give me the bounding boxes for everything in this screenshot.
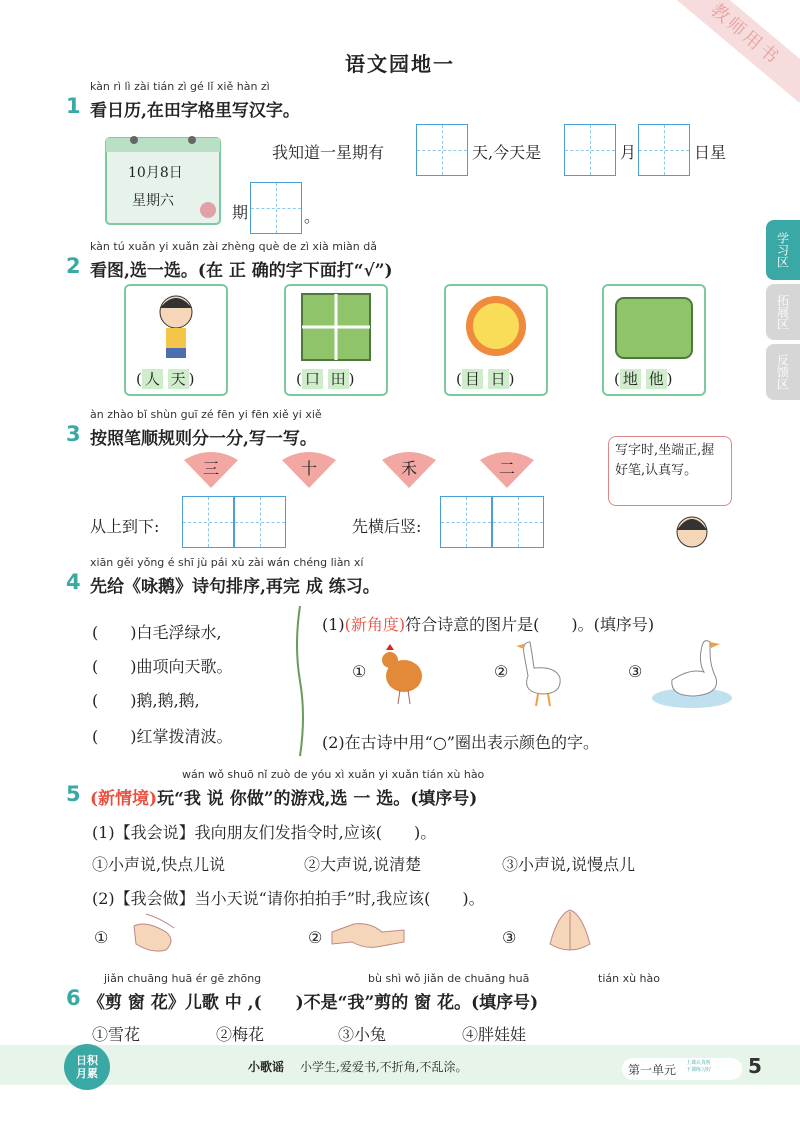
q2-options-1 (136, 368, 195, 389)
q2-options-3 (456, 368, 515, 389)
tip-bubble (608, 436, 732, 506)
q2-option-1b[interactable]: 天 (168, 369, 189, 389)
q6-number: 6 (66, 986, 81, 1010)
paren-close: ) (508, 370, 515, 388)
watermark-text: 教师用书 (706, 0, 785, 70)
tab-feedback-label: 反馈区 (775, 354, 790, 390)
q6-option-2[interactable]: ②梅花 (216, 1025, 265, 1044)
tab-extend-label: 拓展区 (775, 294, 790, 330)
q1-sentence-part3: 月 (620, 143, 637, 162)
fan-4-char: 二 (499, 459, 516, 478)
page-title: 语文园地一 (345, 52, 455, 76)
q2-text: 看图,选一选。(在 正 确的字下面打“√”) (90, 261, 393, 281)
girl-avatar (672, 510, 712, 550)
q2-pinyin: kàn tú xuǎn yi xuǎn zài zhèng què de zì xià miàn dǎ (90, 240, 377, 253)
poem-line-1[interactable]: ( )白毛浮绿水, (92, 623, 222, 642)
q1-sentence-end: 。 (304, 207, 321, 226)
new-angle-tag: (新角度) (344, 615, 406, 634)
tab-study-label: 学习区 (775, 232, 790, 268)
q4-pinyin: xiān gěi yǒng é shī jù pái xù zài wán chéng liàn xí (90, 556, 364, 569)
q2-card-field (284, 284, 388, 396)
clapping-hands-icon (126, 906, 186, 958)
q5-heading (90, 784, 477, 809)
tab-feedback[interactable] (766, 344, 800, 400)
q2-option-2b[interactable]: 田 (328, 369, 349, 389)
footer-unit-small: 上课认真听 下课练习好 (686, 1060, 712, 1073)
q2-option-4a[interactable]: 地 (620, 369, 641, 389)
q1-pinyin: kàn rì lì zài tián zì gé lǐ xiě hàn zì (90, 80, 270, 93)
footer-badge-text: 日积月累 (76, 1054, 98, 1080)
q3-grid-4[interactable] (492, 496, 544, 548)
q2-option-3b[interactable]: 日 (488, 369, 509, 389)
q4-number: 4 (66, 570, 81, 594)
tip-bubble-text: 写字时,坐端正,握好笔,认真写。 (615, 443, 715, 478)
q6-pinyin-2: bù shì wǒ jiǎn de chuāng huā (368, 972, 530, 985)
q4-part1-number: (1) (322, 615, 345, 634)
q4-mark-1[interactable]: ① (352, 662, 367, 681)
q2-number: 2 (66, 254, 81, 278)
q4-part2: (2)在古诗中用“○”圈出表示颜色的字。 (322, 733, 599, 752)
q1-number: 1 (66, 94, 81, 118)
girl-face-icon (672, 510, 712, 550)
q1-sentence-part1: 我知道一星期有 (272, 143, 385, 162)
q3-grid-1[interactable] (182, 496, 234, 548)
q4-part1 (322, 612, 654, 635)
paren-open: ( (456, 370, 462, 388)
fan-1-char: 三 (203, 459, 220, 478)
q5-img-mark-3[interactable]: ③ (502, 928, 517, 947)
q5-img-mark-1[interactable]: ① (94, 928, 109, 947)
q5-number: 5 (66, 782, 81, 806)
q3-grid-3[interactable] (440, 496, 492, 548)
q6-pinyin-1: jiǎn chuāng huā ér gē zhōng (104, 972, 262, 985)
paren-close: ) (666, 370, 673, 388)
q5-option-1[interactable]: ①小声说,快点儿说 (92, 855, 226, 874)
footer-badge (64, 1044, 110, 1090)
footer-unit: 第一单元 (628, 1063, 677, 1077)
calendar-date: 10月8日 (128, 165, 183, 181)
q4-mark-3[interactable]: ③ (628, 662, 643, 681)
q1-grid-3[interactable] (638, 124, 690, 176)
q1-sentence-part5: 期 (232, 203, 249, 222)
q1-grid-1[interactable] (416, 124, 468, 176)
fan-3-char: 禾 (401, 459, 418, 478)
q5-img-mark-2[interactable]: ② (308, 928, 323, 947)
vine-divider (292, 606, 308, 756)
paren-open: ( (136, 370, 142, 388)
calendar-weekday: 星期六 (132, 193, 174, 209)
q5-option-2[interactable]: ②大声说,说清楚 (304, 855, 422, 874)
sun-icon (446, 286, 546, 366)
calendar-image (104, 130, 222, 226)
handshake-icon (330, 910, 406, 956)
q4-part1-text: 符合诗意的图片是( )。(填序号) (405, 615, 655, 634)
q1-sentence-part4: 日星 (694, 143, 727, 162)
q5-pinyin: wán wǒ shuō nǐ zuò de yóu xì xuǎn yi xuǎn tián xù hào (182, 768, 485, 781)
q2-option-4b[interactable]: 他 (646, 369, 667, 389)
poem-line-4[interactable]: ( )红掌拨清波。 (92, 727, 233, 746)
q1-sentence-part2: 天,今天是 (472, 143, 542, 162)
vine-icon (292, 606, 308, 756)
q2-option-1a[interactable]: 人 (142, 369, 163, 389)
page-number: 5 (748, 1054, 762, 1078)
q2-options-2 (296, 368, 355, 389)
paren-close: ) (188, 370, 195, 388)
goose-standing-icon (512, 636, 572, 708)
q4-mark-2[interactable]: ② (494, 662, 509, 681)
q5-option-3[interactable]: ③小声说,说慢点儿 (502, 855, 636, 874)
clap-palms-image (540, 904, 600, 960)
q1-grid-2[interactable] (564, 124, 616, 176)
boy-icon (126, 286, 226, 366)
q6-pinyin-3: tián xù hào (598, 972, 660, 985)
handshake-image (330, 910, 406, 956)
q5-text: 玩“我 说 你做”的游戏,选 一 选。(填序号) (157, 789, 478, 809)
q2-options-4 (614, 368, 673, 389)
poem-line-2[interactable]: ( )曲项向天歌。 (92, 657, 233, 676)
q5-part1: (1)【我会说】我向朋友们发指令时,应该( )。 (92, 823, 437, 842)
q3-text: 按照笔顺规则分一分,写一写。 (90, 429, 317, 449)
q3-label-top-down: 从上到下: (90, 517, 160, 536)
q2-option-2a[interactable]: 口 (302, 369, 323, 389)
q5-part2: (2)【我会做】当小天说“请你拍拍手”时,我应该( )。 (92, 889, 485, 908)
goose-swimming-image (650, 632, 732, 712)
fan-1 (182, 450, 240, 490)
q4-text: 先给《咏鹅》诗句排序,再完 成 练习。 (90, 577, 380, 597)
fan-3 (380, 450, 438, 490)
footer-song: 小学生,爱爱书,不折角,不乱涂。 (300, 1060, 468, 1074)
goose-standing-image (512, 636, 572, 708)
fan-4 (478, 450, 536, 490)
fan-2 (280, 450, 338, 490)
paren-close: ) (348, 370, 355, 388)
q1-grid-4[interactable] (250, 182, 302, 234)
q3-number: 3 (66, 422, 81, 446)
paren-open: ( (614, 370, 620, 388)
rooster-icon (372, 640, 432, 706)
tab-extend[interactable] (766, 284, 800, 340)
paren-open: ( (296, 370, 302, 388)
tab-study[interactable] (766, 220, 800, 280)
field-icon (286, 286, 386, 366)
q2-card-ground (602, 284, 706, 396)
q3-label-horizontal-first: 先横后竖: (352, 517, 422, 536)
q6-option-3[interactable]: ③小兔 (338, 1025, 387, 1044)
q6-option-1[interactable]: ①雪花 (92, 1025, 141, 1044)
q2-option-3a[interactable]: 目 (462, 369, 483, 389)
new-situation-tag: (新情境) (90, 789, 158, 809)
footer-song-label: 小歌谣 (248, 1060, 285, 1074)
rooster-image (372, 640, 432, 706)
poem-line-3[interactable]: ( )鹅,鹅,鹅, (92, 691, 200, 710)
clap-hands-image (126, 906, 186, 958)
q2-card-sun (444, 284, 548, 396)
palms-together-icon (540, 904, 600, 960)
q6-option-4[interactable]: ④胖娃娃 (462, 1025, 527, 1044)
fan-2-char: 十 (301, 459, 318, 478)
q3-grid-2[interactable] (234, 496, 286, 548)
q3-pinyin: àn zhào bǐ shùn guī zé fēn yi fēn xiě yi xiě (90, 408, 322, 421)
q2-card-person (124, 284, 228, 396)
ground-icon (604, 286, 704, 366)
q6-text: 《剪 窗 花》儿歌 中 ,( )不是“我”剪的 窗 花。(填序号) (88, 993, 539, 1013)
goose-swimming-icon (650, 632, 732, 712)
q1-text: 看日历,在田字格里写汉字。 (90, 101, 300, 121)
